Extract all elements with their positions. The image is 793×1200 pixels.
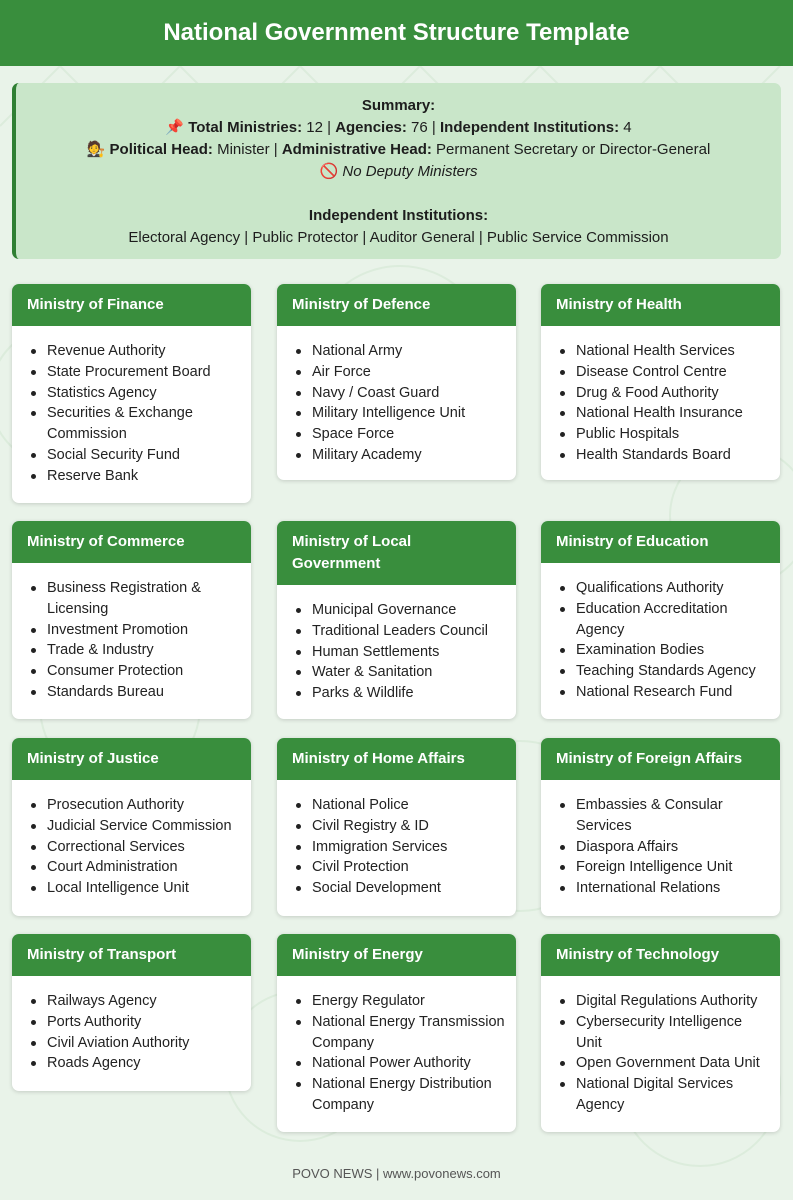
pushpin-icon: 📌 <box>165 119 185 136</box>
list-item: Navy / Coast Guard <box>312 383 506 404</box>
list-item: Water & Sanitation <box>312 662 506 683</box>
list-item: Air Force <box>312 362 506 383</box>
page-header <box>0 0 793 66</box>
list-item: Correctional Services <box>47 837 241 858</box>
ministry-card <box>541 738 780 916</box>
list-item: Foreign Intelligence Unit <box>576 857 770 878</box>
agency-list <box>12 563 251 715</box>
agency-list <box>541 976 780 1128</box>
list-item: Disease Control Centre <box>576 362 770 383</box>
independent-institutions-label: Independent Institutions: <box>439 119 620 136</box>
list-item: Cybersecurity Intelligence Unit <box>576 1012 770 1054</box>
list-item: Reserve Bank <box>47 466 241 487</box>
ministry-title: Ministry of Local Government <box>277 521 516 585</box>
ministry-card <box>277 521 516 719</box>
agency-list <box>12 976 251 1086</box>
total-ministries-label: Total Ministries: <box>188 119 303 136</box>
judge-icon: 🧑‍⚖️ <box>86 141 106 158</box>
summary-heads-line <box>16 139 781 161</box>
agency-list <box>277 780 516 911</box>
ministry-title: Ministry of Finance <box>12 284 251 326</box>
list-item: International Relations <box>576 878 770 899</box>
list-item: National Research Fund <box>576 682 770 703</box>
list-item: Immigration Services <box>312 837 506 858</box>
ministry-title: Ministry of Technology <box>541 934 780 976</box>
list-item: Civil Protection <box>312 857 506 878</box>
ministry-card <box>12 934 251 1091</box>
ministry-title: Ministry of Energy <box>277 934 516 976</box>
list-item: Education Accreditation Agency <box>576 599 770 641</box>
list-item: Embassies & Consular Services <box>576 795 770 837</box>
list-item: Examination Bodies <box>576 640 770 661</box>
summary-panel <box>12 83 781 259</box>
ministry-card <box>12 738 251 916</box>
list-item: Revenue Authority <box>47 341 241 362</box>
list-item: Prosecution Authority <box>47 795 241 816</box>
ministry-card <box>541 284 780 480</box>
ministry-card <box>12 284 251 503</box>
administrative-head-label: Administrative Head: <box>281 141 432 158</box>
ministry-title: Ministry of Health <box>541 284 780 326</box>
list-item: Energy Regulator <box>312 991 506 1012</box>
list-item: Judicial Service Commission <box>47 816 241 837</box>
list-item: Civil Registry & ID <box>312 816 506 837</box>
ministry-title: Ministry of Home Affairs <box>277 738 516 780</box>
ministry-card <box>541 521 780 719</box>
list-item: Military Intelligence Unit <box>312 403 506 424</box>
list-item: Social Development <box>312 878 506 899</box>
agency-list <box>12 326 251 499</box>
list-item: Parks & Wildlife <box>312 683 506 704</box>
agency-list <box>541 780 780 911</box>
ministry-card <box>12 521 251 719</box>
list-item: Court Administration <box>47 857 241 878</box>
no-deputy-text: No Deputy Ministers <box>338 163 478 180</box>
list-item: Qualifications Authority <box>576 578 770 599</box>
footer-credit: POVO NEWS | www.povonews.com <box>292 1166 501 1181</box>
agency-list <box>277 976 516 1128</box>
institutions-heading: Independent Institutions: <box>308 207 489 224</box>
list-item: Roads Agency <box>47 1053 241 1074</box>
list-item: Teaching Standards Agency <box>576 661 770 682</box>
list-item: Municipal Governance <box>312 600 506 621</box>
list-item: Local Intelligence Unit <box>47 878 241 899</box>
list-item: Securities & Exchange Commission <box>47 403 241 445</box>
summary-counts-line <box>16 117 781 139</box>
list-item: National Health Insurance <box>576 403 770 424</box>
list-item: Consumer Protection <box>47 661 241 682</box>
agency-list <box>277 585 516 716</box>
ministry-title: Ministry of Transport <box>12 934 251 976</box>
list-item: Human Settlements <box>312 642 506 663</box>
list-item: Statistics Agency <box>47 383 241 404</box>
agencies-value: 76 | <box>406 119 440 136</box>
list-item: Traditional Leaders Council <box>312 621 506 642</box>
agency-list <box>277 326 516 478</box>
list-item: Open Government Data Unit <box>576 1053 770 1074</box>
agency-list <box>12 780 251 911</box>
list-item: State Procurement Board <box>47 362 241 383</box>
list-item: Public Hospitals <box>576 424 770 445</box>
administrative-head-value: Permanent Secretary or Director-General <box>431 141 711 158</box>
ministry-title: Ministry of Education <box>541 521 780 563</box>
political-head-value: Minister | <box>212 141 282 158</box>
list-item: Investment Promotion <box>47 620 241 641</box>
list-item: National Health Services <box>576 341 770 362</box>
list-item: National Police <box>312 795 506 816</box>
list-item: Trade & Industry <box>47 640 241 661</box>
ministry-title: Ministry of Commerce <box>12 521 251 563</box>
list-item: Digital Regulations Authority <box>576 991 770 1012</box>
prohibited-icon: 🚫 <box>319 163 339 180</box>
list-item: Military Academy <box>312 445 506 466</box>
page-title: National Government Structure Template <box>163 19 630 46</box>
political-head-label: Political Head: <box>109 141 213 158</box>
list-item: Health Standards Board <box>576 445 770 466</box>
institutions-list: Electoral Agency | Public Protector | Auditor General | Public Service Commission <box>128 229 669 246</box>
list-item: Space Force <box>312 424 506 445</box>
total-ministries-value: 12 | <box>302 119 336 136</box>
list-item: Standards Bureau <box>47 682 241 703</box>
summary-heading: Summary: <box>361 97 436 114</box>
list-item: National Energy Distribution Company <box>312 1074 506 1116</box>
ministry-card <box>541 934 780 1132</box>
list-item: Social Security Fund <box>47 445 241 466</box>
agency-list <box>541 563 780 715</box>
list-item: National Power Authority <box>312 1053 506 1074</box>
ministry-card <box>277 284 516 480</box>
list-item: Business Registration & Licensing <box>47 578 241 620</box>
list-item: National Army <box>312 341 506 362</box>
ministry-title: Ministry of Defence <box>277 284 516 326</box>
agencies-label: Agencies: <box>335 119 407 136</box>
summary-deputy-line <box>16 161 781 183</box>
independent-institutions-value: 4 <box>619 119 632 136</box>
ministry-card <box>277 934 516 1132</box>
list-item: Civil Aviation Authority <box>47 1033 241 1054</box>
list-item: Diaspora Affairs <box>576 837 770 858</box>
ministry-title: Ministry of Justice <box>12 738 251 780</box>
list-item: Drug & Food Authority <box>576 383 770 404</box>
list-item: National Digital Services Agency <box>576 1074 770 1116</box>
ministry-card <box>277 738 516 916</box>
list-item: Ports Authority <box>47 1012 241 1033</box>
ministry-title: Ministry of Foreign Affairs <box>541 738 780 780</box>
list-item: Railways Agency <box>47 991 241 1012</box>
agency-list <box>541 326 780 478</box>
list-item: National Energy Transmission Company <box>312 1012 506 1054</box>
